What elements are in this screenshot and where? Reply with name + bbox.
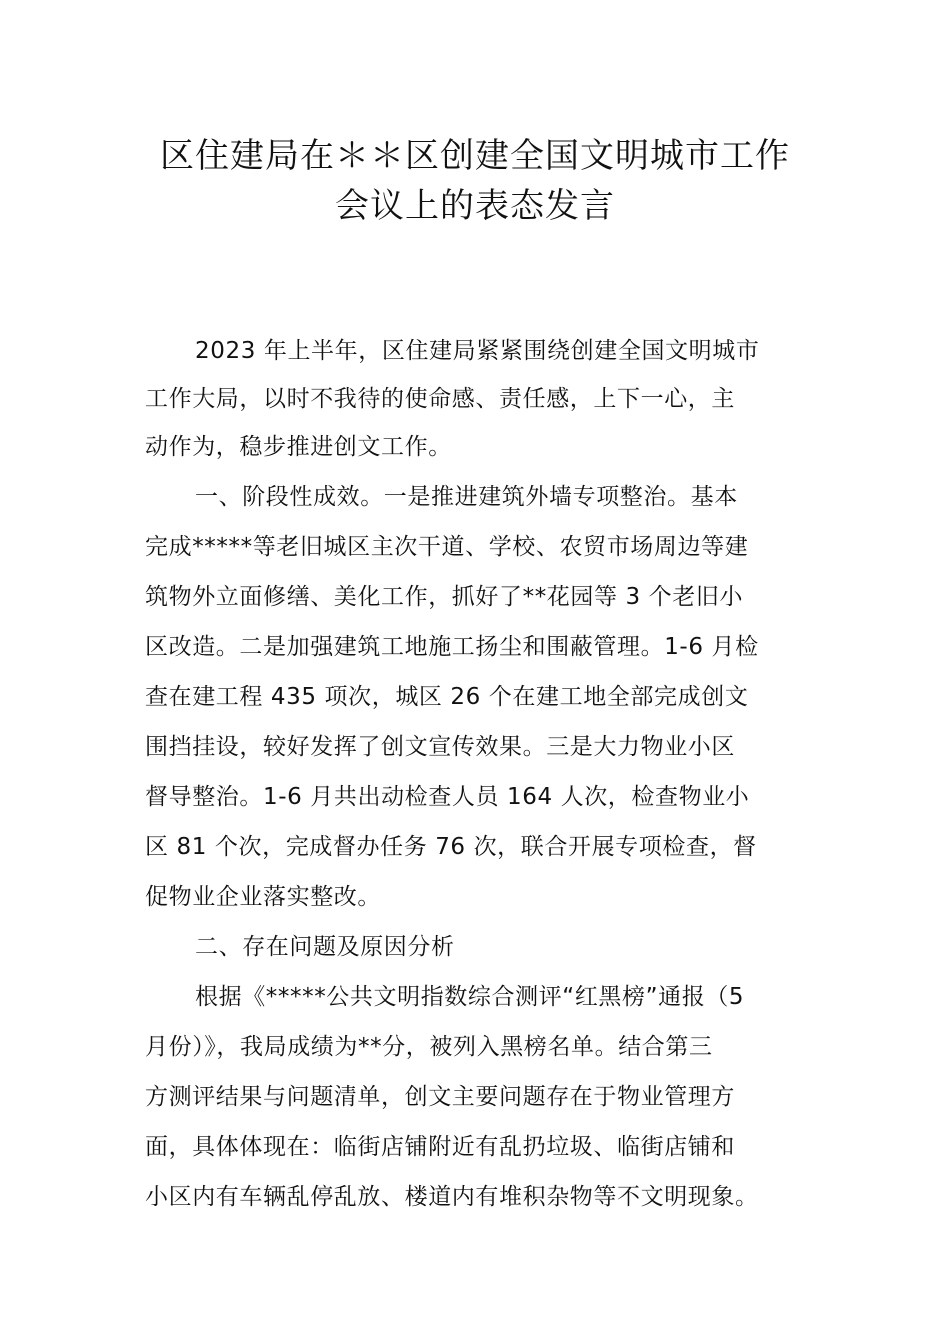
paragraph-3-line-5: 小区内有车辆乱停乱放、楼道内有堆积杂物等不文明现象。	[145, 1184, 759, 1210]
paragraph-1-line-3: 动作为，稳步推进创文工作。	[145, 434, 452, 460]
section-1-line-4: 区改造。二是加强建筑工地施工扬尘和围蔽管理。1-6 月检	[145, 634, 759, 660]
section-1-line-1: 一、阶段性成效。一是推进建筑外墙专项整治。基本	[195, 484, 738, 510]
section-1-line-5: 查在建工程 435 项次，城区 26 个在建工地全部完成创文	[145, 684, 749, 710]
section-2-heading: 二、存在问题及原因分析	[195, 934, 455, 960]
document-title-line-1: 区住建局在＊＊区创建全国文明城市工作	[160, 136, 790, 176]
section-1-line-7: 督导整治。1-6 月共出动检查人员 164 人次，检查物业小	[145, 784, 750, 810]
document-title-line-2: 会议上的表态发言	[335, 186, 615, 226]
paragraph-3-line-1: 根据《*****公共文明指数综合测评“红黑榜”通报（5	[195, 984, 745, 1010]
paragraph-1-line-2: 工作大局，以时不我待的使命感、责任感，上下一心，主	[145, 386, 735, 412]
section-1-line-3: 筑物外立面修缮、美化工作，抓好了**花园等 3 个老旧小	[145, 584, 744, 610]
section-1-line-6: 围挡挂设，较好发挥了创文宣传效果。三是大力物业小区	[145, 734, 735, 760]
paragraph-3-line-4: 面，具体体现在：临街店铺附近有乱扔垃圾、临街店铺和	[145, 1134, 735, 1160]
paragraph-1-line-1: 2023 年上半年，区住建局紧紧围绕创建全国文明城市	[195, 338, 760, 364]
section-1-line-2: 完成*****等老旧城区主次干道、学校、农贸市场周边等建	[145, 534, 749, 560]
section-1-line-8: 区 81 个次，完成督办任务 76 次，联合开展专项检查，督	[145, 834, 757, 860]
paragraph-3-line-3: 方测评结果与问题清单，创文主要问题存在于物业管理方	[145, 1084, 735, 1110]
section-1-line-9: 促物业企业落实整改。	[145, 884, 381, 910]
paragraph-3-line-2: 月份）》，我局成绩为**分，被列入黑榜名单。结合第三	[145, 1034, 713, 1060]
